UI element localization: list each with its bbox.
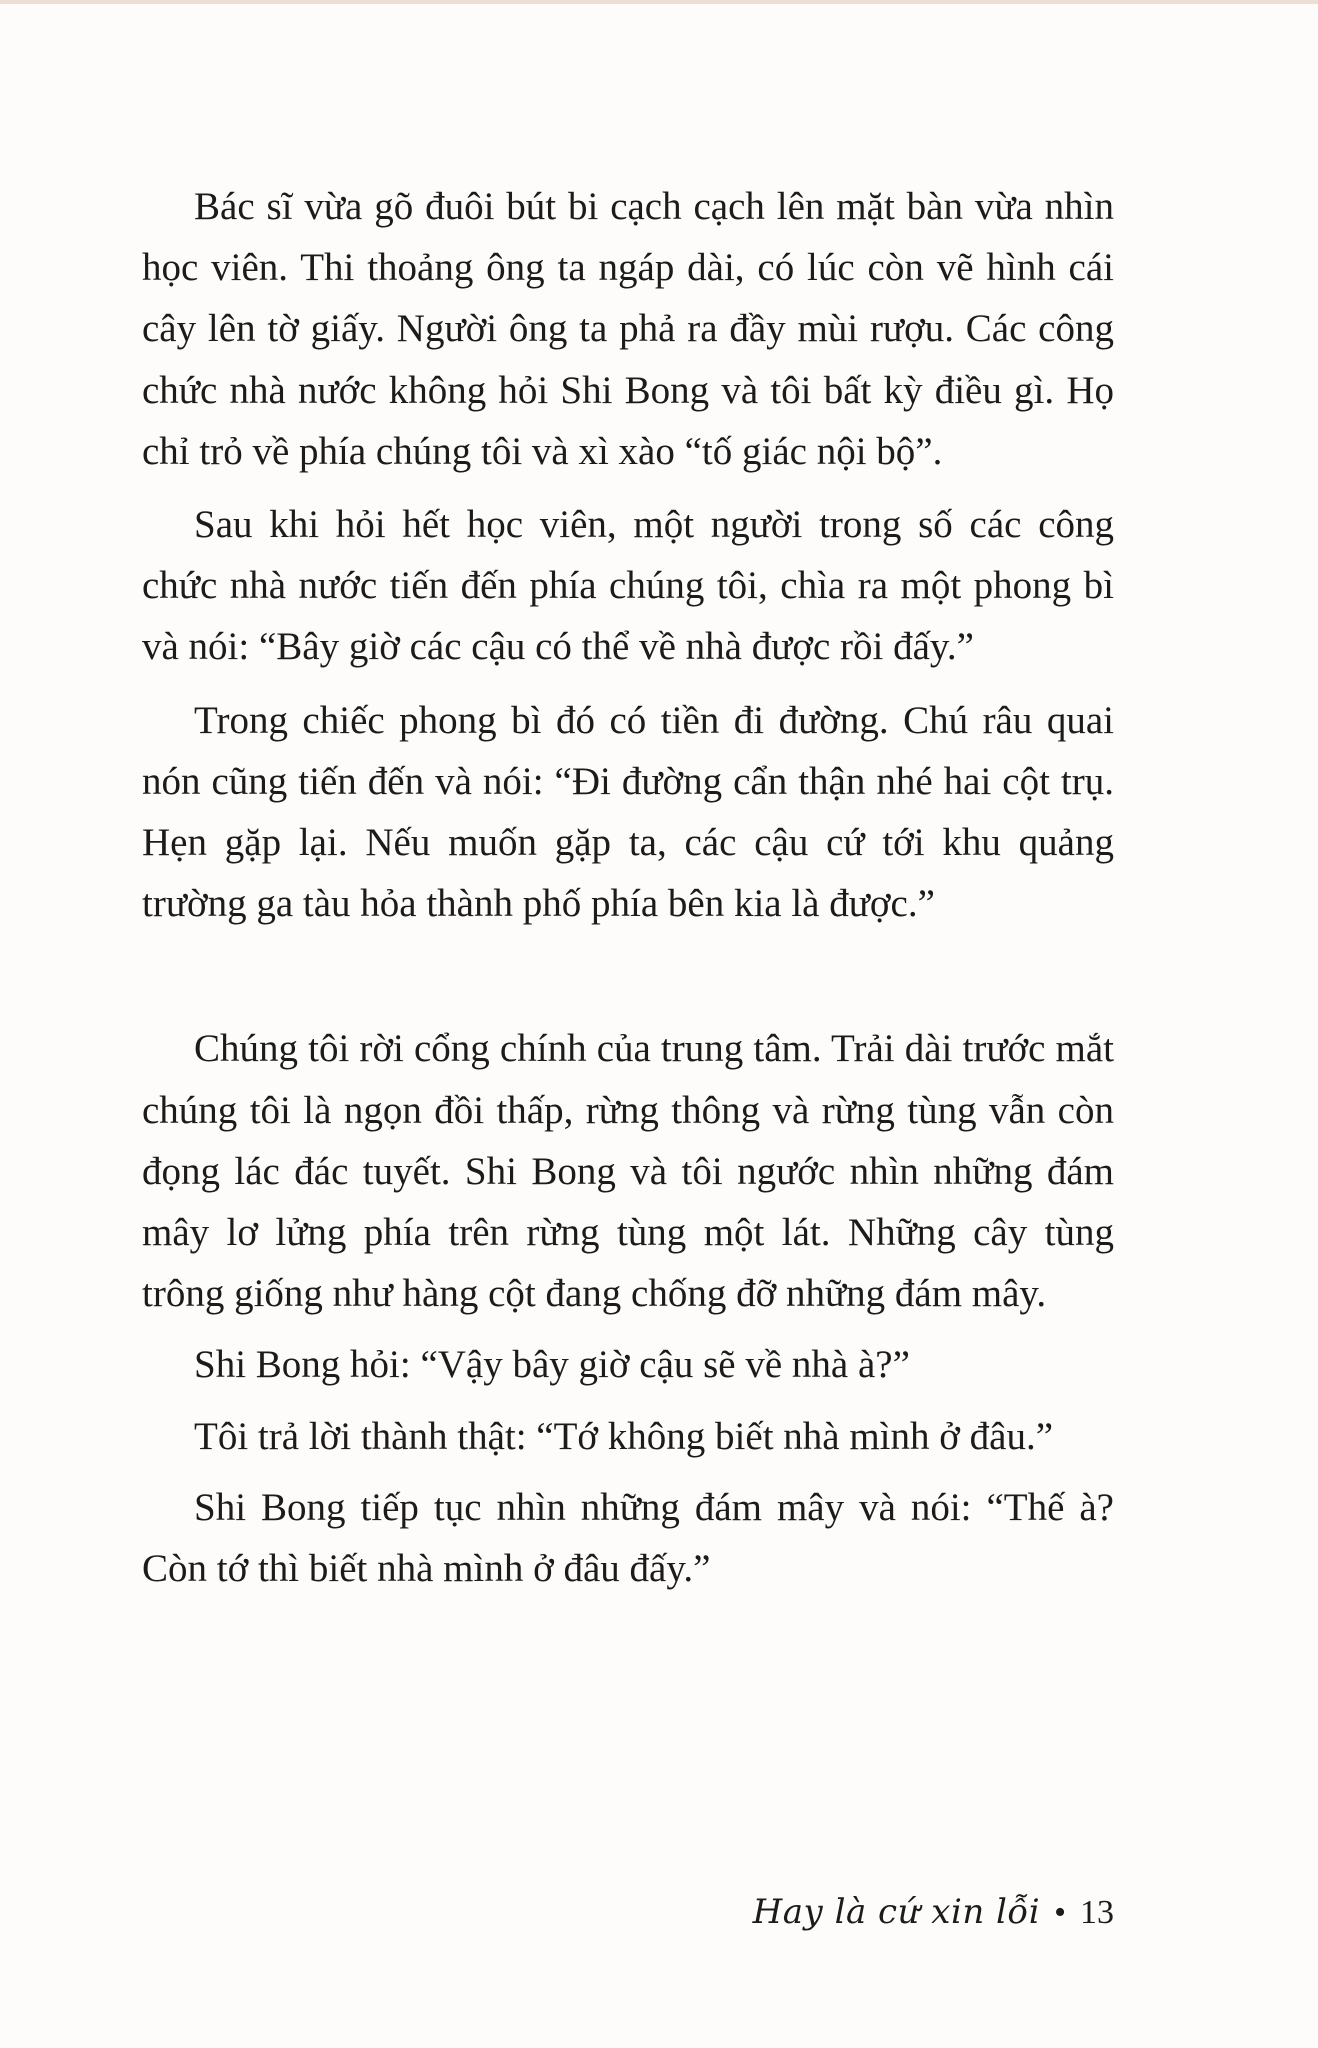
page-footer: [753, 1892, 1114, 1933]
paragraph-3: Trong chiếc phong bì đó có tiền đi đường. Chú râu quai nón cũng tiến đến và nói: “Đi đường cẩn thận nhé hai cột trụ. Hẹn gặp lại. Nếu muốn gặp ta, các cậu cứ tới khu quảng trường ga tàu hỏa thành phố phía bên kia là được.”: [142, 698, 1114, 926]
running-title: Hay là cứ xin lỗi: [752, 1892, 1041, 1932]
page-top-edge: [0, 0, 1318, 4]
paragraph-6: Tôi trả lời thành thật: “Tớ không biết nhà mình ở đâu.”: [194, 1414, 1054, 1458]
book-page-body: [142, 176, 1114, 1599]
paragraph-4: Chúng tôi rời cổng chính của trung tâm. Trải dài trước mắt chúng tôi là ngọn đồi thấp, rừng thông và rừng tùng vẫn còn đọng lác đác tuyết. Shi Bong và tôi ngước nhìn những đám mây lơ lửng phía trên rừng tùng một lát. Những cây tùng trông giống như hàng cột đang chống đỡ những đám mây.: [142, 1027, 1114, 1316]
page-number: 13: [1080, 1894, 1114, 1931]
paragraph-7: Shi Bong tiếp tục nhìn những đám mây và nói: “Thế à? Còn tớ thì biết nhà mình ở đâu đấy.”: [142, 1485, 1114, 1591]
paragraph-5: Shi Bong hỏi: “Vậy bây giờ cậu sẽ về nhà à?”: [194, 1343, 910, 1387]
paragraph-2: Sau khi hỏi hết học viên, một người trong số các công chức nhà nước tiến đến phía chúng tôi, chìa ra một phong bì và nói: “Bây giờ các cậu có thể về nhà được rồi đấy.”: [142, 503, 1114, 669]
footer-separator: •: [1054, 1894, 1066, 1931]
paragraph-1: Bác sĩ vừa gõ đuôi bút bi cạch cạch lên mặt bàn vừa nhìn học viên. Thi thoảng ông ta ngáp dài, có lúc còn vẽ hình cái cây lên tờ giấy. Người ông ta phả ra đầy mùi rượu. Các công chức nhà nước không hỏi Shi Bong và tôi bất kỳ điều gì. Họ chỉ trỏ về phía chúng tôi và xì xào “tố giác nội bộ”.: [142, 185, 1114, 473]
